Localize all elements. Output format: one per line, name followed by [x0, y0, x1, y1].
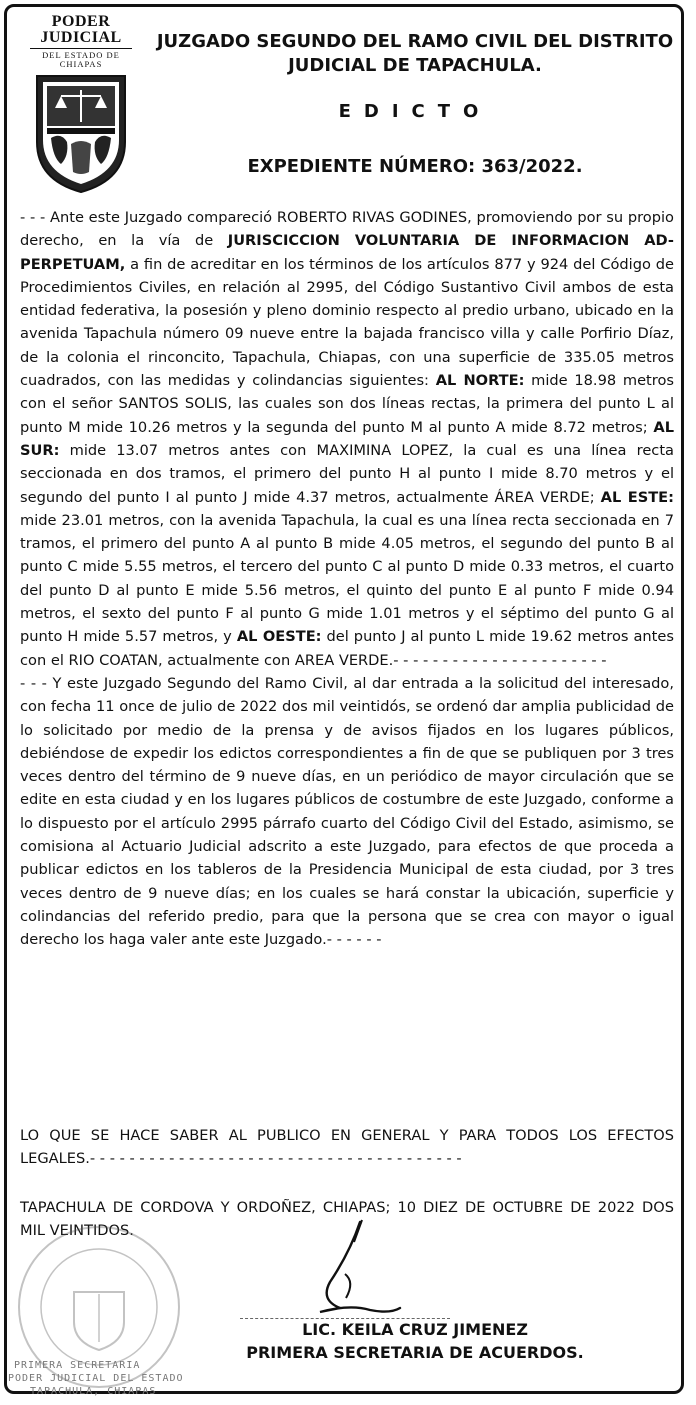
handwritten-signature	[250, 1212, 450, 1322]
bold-run: JURISCICCION VOLUNTARIA DE INFORMACION AD-PERPETUAM,	[20, 232, 674, 273]
signature-line	[240, 1318, 450, 1319]
signatory-title: PRIMERA SECRETARIA DE ACUERDOS.	[246, 1343, 584, 1362]
text-run: mide 18.98 metros con el señor SANTOS SOLIS, las cuales son dos líneas rectas, la primera del punto L al punto M mide 10.26 metros y la segunda del punto M al punto A mide 8.72 metros;	[20, 372, 674, 436]
document-type: EDICTO	[338, 101, 492, 122]
paragraph-petition	[20, 206, 674, 672]
coat-of-arms-icon	[31, 72, 131, 196]
court-name: JUZGADO SEGUNDO DEL RAMO CIVIL DEL DISTRITO JUDICIAL DE TAPACHULA.	[156, 31, 674, 76]
text-run: del punto J al punto L mide 19.62 metros antes con el RIO COATAN, actualmente con AREA VERDE.- - - - - - - - - - - - - - - - - - - - - -	[20, 628, 674, 669]
bold-run: AL OESTE:	[236, 628, 322, 646]
place-date: TAPACHULA DE CORDOVA Y ORDOÑEZ, CHIAPAS; 10 DIEZ DE OCTUBRE DE 2022 DOS MIL VEINTIDOS.	[20, 1199, 674, 1240]
text-run: a fin de acreditar en los términos de los artículos 877 y 924 del Código de Procedimientos Civiles, en relación al 2995, del Código Sustantivo Civil ambos de esta entidad federativa, la posesión y pleno dominio respecto al predio urbano, ubicado en la avenida Tapachula número 09 nueve entre la bajada francisco villa y calle Porfirio Díaz, de la colonia el rinconcito, Tapachula, Chiapas, con una superficie de 335.05 metros cuadrados, con las medidas y colindancias siguientes:	[20, 255, 674, 390]
bold-run: AL SUR:	[20, 418, 674, 459]
stamp-text-line3: TAPACHULA, CHIAPAS	[30, 1386, 157, 1397]
bold-run: AL ESTE:	[600, 488, 674, 506]
case-number: EXPEDIENTE NÚMERO: 363/2022.	[247, 156, 583, 177]
bold-run: AL NORTE:	[435, 372, 525, 390]
court-logo	[22, 14, 140, 174]
paragraph-order: - - - Y este Juzgado Segundo del Ramo Civil, al dar entrada a la solicitud del interesado, con fecha 11 once de julio de 2022 dos mil veintidós, se ordenó dar amplia publicidad de lo solicitado por medio de la prensa y de avisos fijados en los lugares públicos, debiéndose de expedir los edictos correspondientes a fin de que se publiquen por 3 tres veces dentro del término de 9 nueve días, en un periódico de mayor circulación que se edite en esta ciudad y en los lugares públicos de costumbre de este Juzgado, conforme a lo dispuesto por el artículo 2995 párrafo cuarto del Código Civil del Estado, asimismo, se comisiona al Actuario Judicial adscrito a este Juzgado, para efectos de que proceda a publicar edictos en los tableros de la Presidencia Municipal de esta ciudad, por 3 tres veces dentro de 9 nueve días; en los cuales se hará constar la ubicación, superficie y colindancias del referido predio, para que la persona que se crea con mayor o igual derecho los haga valer ante este Juzgado.- - - - - -	[20, 674, 674, 949]
logo-subtitle: DEL ESTADO DE CHIAPAS	[30, 48, 132, 68]
text-run: - - - Ante este Juzgado compareció ROBERTO RIVAS GODINES, promoviendo por su propio derecho, en la vía de	[20, 209, 674, 250]
signatory-name: LIC. KEILA CRUZ JIMENEZ	[302, 1320, 528, 1339]
stamp-text-line2: PODER JUDICIAL DEL ESTADO	[8, 1373, 184, 1384]
logo-title: PODER JUDICIAL	[40, 13, 122, 46]
document-body	[20, 206, 674, 952]
public-notice: LO QUE SE HACE SABER AL PUBLICO EN GENERAL Y PARA TODOS LOS EFECTOS LEGALES.- - - - - - - - - - - - - - - - - - - - - - - - - - - - - - - - - - - - - -	[20, 1127, 674, 1168]
text-run: mide 23.01 metros, con la avenida Tapachula, la cual es una línea recta seccionada en 7 tramos, el primero del punto A al punto B mide 4.05 metros, el segundo del punto B al punto C mide 5.55 metros, el tercero del punto C al punto D mide 0.33 metros, el cuarto del punto D al punto E mide 5.56 metros, el quinto del punto E al punto F mide 0.94 metros, el sexto del punto F al punto G mide 1.01 metros y el séptimo del punto G al punto H mide 5.57 metros, y	[20, 511, 674, 646]
text-run: mide 13.07 metros antes con MAXIMINA LOPEZ, la cual es una línea recta seccionada en dos tramos, el primero del punto H al punto I mide 8.70 metros y el segundo del punto I al punto J mide 4.37 metros, actualmente ÁREA VERDE;	[20, 441, 674, 506]
stamp-text-line1: PRIMERA SECRETARIA	[14, 1360, 141, 1371]
